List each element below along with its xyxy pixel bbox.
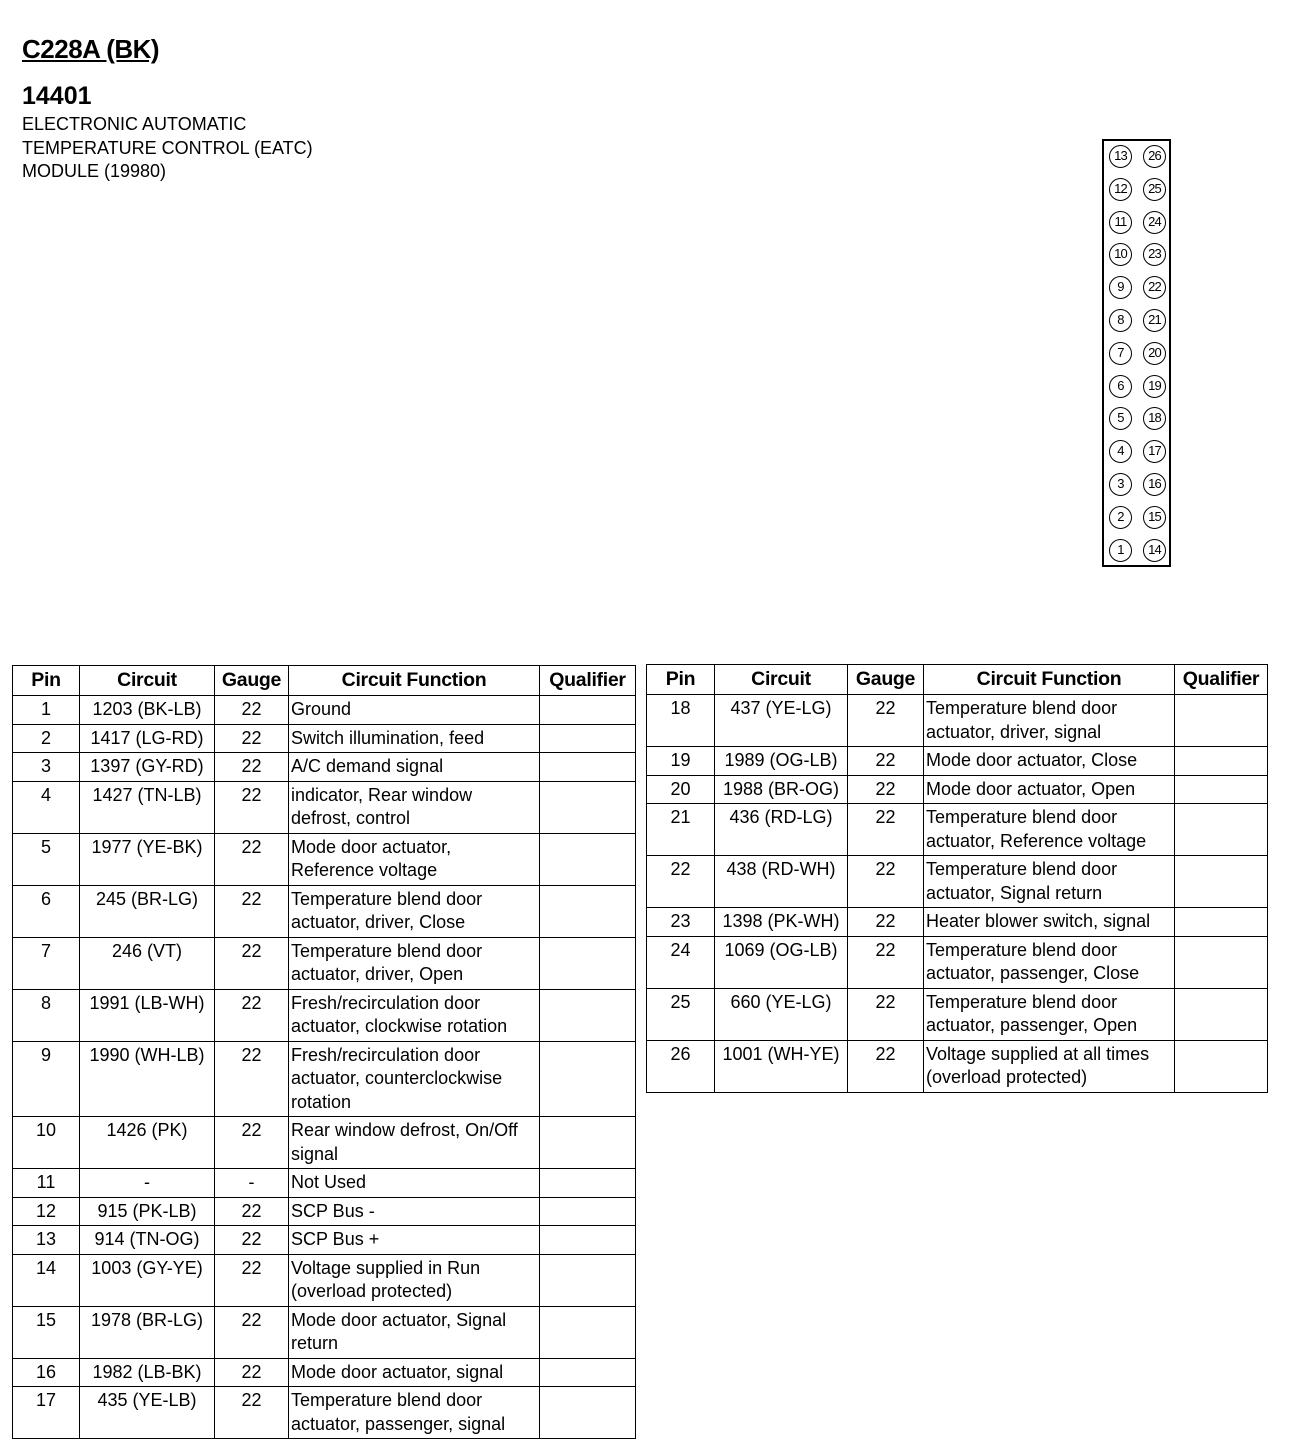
gauge-cell: 22 xyxy=(848,775,924,804)
qualifier-cell xyxy=(540,937,636,989)
function-cell: Mode door actuator, Reference voltage xyxy=(289,833,540,885)
circuit-cell: 1417 (LG-RD) xyxy=(80,724,215,753)
function-cell: Temperature blend door actuator, passenger, signal xyxy=(289,1387,540,1439)
gauge-cell: 22 xyxy=(215,781,289,833)
function-cell: Voltage supplied in Run (overload protected) xyxy=(289,1254,540,1306)
circuit-cell: 1001 (WH-YE) xyxy=(715,1040,848,1092)
pin-cell: 12 xyxy=(13,1197,80,1226)
table-row xyxy=(13,833,636,885)
gauge-cell: 22 xyxy=(848,936,924,988)
table-row xyxy=(13,937,636,989)
pin-cell: 9 xyxy=(13,1041,80,1117)
table-row xyxy=(13,1387,636,1439)
function-cell: Fresh/recirculation door actuator, counterclockwise rotation xyxy=(289,1041,540,1117)
pin-cell: 16 xyxy=(13,1358,80,1387)
pin-cell: 19 xyxy=(647,747,715,776)
function-cell: Rear window defrost, On/Off signal xyxy=(289,1117,540,1169)
qualifier-cell xyxy=(1175,747,1268,776)
qualifier-cell xyxy=(540,1387,636,1439)
pin-cavity: 4 xyxy=(1109,440,1132,463)
gauge-cell: 22 xyxy=(848,695,924,747)
gauge-cell: 22 xyxy=(215,1226,289,1255)
pin-cell: 15 xyxy=(13,1306,80,1358)
pin-cell: 8 xyxy=(13,989,80,1041)
pin-cell: 11 xyxy=(13,1169,80,1198)
table-row xyxy=(13,989,636,1041)
qualifier-cell xyxy=(540,724,636,753)
gauge-cell: 22 xyxy=(215,833,289,885)
pin-cell: 4 xyxy=(13,781,80,833)
pin-cavity: 2 xyxy=(1109,506,1132,529)
circuit-cell: 437 (YE-LG) xyxy=(715,695,848,747)
gauge-cell: 22 xyxy=(848,804,924,856)
pin-cavity: 9 xyxy=(1109,276,1132,299)
function-cell: Ground xyxy=(289,696,540,725)
circuit-cell: 1397 (GY-RD) xyxy=(80,753,215,782)
circuit-cell: - xyxy=(80,1169,215,1198)
circuit-cell: 1398 (PK-WH) xyxy=(715,908,848,937)
pinout-table-left xyxy=(12,665,636,1439)
gauge-cell: 22 xyxy=(215,753,289,782)
pin-cavity: 1 xyxy=(1109,539,1132,562)
table-row xyxy=(647,936,1268,988)
circuit-cell: 1977 (YE-BK) xyxy=(80,833,215,885)
pin-cell: 22 xyxy=(647,856,715,908)
header-circuit: Circuit xyxy=(80,666,215,696)
pin-cavity: 6 xyxy=(1109,375,1132,398)
function-cell: Temperature blend door actuator, passenger, Open xyxy=(924,988,1175,1040)
table-row xyxy=(13,696,636,725)
pin-cavity: 12 xyxy=(1109,178,1132,201)
header-pin: Pin xyxy=(647,665,715,695)
table-row xyxy=(13,724,636,753)
qualifier-cell xyxy=(540,1041,636,1117)
circuit-cell: 1991 (LB-WH) xyxy=(80,989,215,1041)
qualifier-cell xyxy=(540,1226,636,1255)
pin-cell: 20 xyxy=(647,775,715,804)
table-row xyxy=(13,1041,636,1117)
qualifier-cell xyxy=(1175,775,1268,804)
gauge-cell: 22 xyxy=(215,1197,289,1226)
gauge-cell: 22 xyxy=(848,856,924,908)
qualifier-cell xyxy=(540,753,636,782)
qualifier-cell xyxy=(540,1117,636,1169)
pin-cell: 6 xyxy=(13,885,80,937)
pin-cell: 18 xyxy=(647,695,715,747)
table-row xyxy=(13,1197,636,1226)
qualifier-cell xyxy=(1175,695,1268,747)
pin-cell: 5 xyxy=(13,833,80,885)
gauge-cell: 22 xyxy=(215,1387,289,1439)
gauge-cell: 22 xyxy=(215,989,289,1041)
table-row xyxy=(13,1358,636,1387)
pin-cavity: 13 xyxy=(1109,145,1132,168)
description-line: MODULE (19980) xyxy=(22,161,167,181)
qualifier-cell xyxy=(1175,856,1268,908)
gauge-cell: 22 xyxy=(215,1117,289,1169)
qualifier-cell xyxy=(540,1197,636,1226)
circuit-cell: 1426 (PK) xyxy=(80,1117,215,1169)
circuit-cell: 914 (TN-OG) xyxy=(80,1226,215,1255)
pin-cell: 24 xyxy=(647,936,715,988)
circuit-cell: 245 (BR-LG) xyxy=(80,885,215,937)
qualifier-cell xyxy=(540,885,636,937)
connector-face-diagram xyxy=(1102,139,1171,567)
circuit-cell: 1427 (TN-LB) xyxy=(80,781,215,833)
qualifier-cell xyxy=(1175,936,1268,988)
table-row xyxy=(13,1169,636,1198)
qualifier-cell xyxy=(540,696,636,725)
pin-cell: 10 xyxy=(13,1117,80,1169)
pinout-table-right xyxy=(646,664,1268,1093)
circuit-cell: 660 (YE-LG) xyxy=(715,988,848,1040)
qualifier-cell xyxy=(540,833,636,885)
function-cell: SCP Bus - xyxy=(289,1197,540,1226)
function-cell: Mode door actuator, Close xyxy=(924,747,1175,776)
circuit-cell: 435 (YE-LB) xyxy=(80,1387,215,1439)
header-pin: Pin xyxy=(13,666,80,696)
function-cell: SCP Bus + xyxy=(289,1226,540,1255)
qualifier-cell xyxy=(540,781,636,833)
gauge-cell: 22 xyxy=(215,724,289,753)
function-cell: Temperature blend door actuator, passenger, Close xyxy=(924,936,1175,988)
table-row xyxy=(647,908,1268,937)
circuit-cell: 915 (PK-LB) xyxy=(80,1197,215,1226)
function-cell: Temperature blend door actuator, driver, Close xyxy=(289,885,540,937)
gauge-cell: 22 xyxy=(848,747,924,776)
pin-cell: 7 xyxy=(13,937,80,989)
gauge-cell: 22 xyxy=(215,696,289,725)
gauge-cell: 22 xyxy=(215,885,289,937)
table-row xyxy=(13,781,636,833)
function-cell: Mode door actuator, Open xyxy=(924,775,1175,804)
function-cell: Temperature blend door actuator, driver, Open xyxy=(289,937,540,989)
header-circuit-function: Circuit Function xyxy=(924,665,1175,695)
part-number: 14401 xyxy=(22,82,92,110)
function-cell: Temperature blend door actuator, Signal return xyxy=(924,856,1175,908)
circuit-cell: 1069 (OG-LB) xyxy=(715,936,848,988)
qualifier-cell xyxy=(1175,988,1268,1040)
gauge-cell: 22 xyxy=(848,988,924,1040)
function-cell: Temperature blend door actuator, driver, signal xyxy=(924,695,1175,747)
pin-cell: 23 xyxy=(647,908,715,937)
function-cell: Not Used xyxy=(289,1169,540,1198)
circuit-cell: 1203 (BK-LB) xyxy=(80,696,215,725)
gauge-cell: 22 xyxy=(215,1041,289,1117)
table-row xyxy=(647,775,1268,804)
pin-cavity: 16 xyxy=(1143,473,1166,496)
header-circuit-function: Circuit Function xyxy=(289,666,540,696)
qualifier-cell xyxy=(540,1254,636,1306)
gauge-cell: - xyxy=(215,1169,289,1198)
pin-cavity: 26 xyxy=(1143,145,1166,168)
pin-cavity: 5 xyxy=(1109,407,1132,430)
qualifier-cell xyxy=(540,1358,636,1387)
qualifier-cell xyxy=(540,989,636,1041)
pin-cavity: 19 xyxy=(1143,375,1166,398)
qualifier-cell xyxy=(540,1306,636,1358)
table-header-row xyxy=(13,666,636,696)
connector-id: C228A (BK) xyxy=(22,34,160,64)
table-row xyxy=(647,804,1268,856)
gauge-cell: 22 xyxy=(215,937,289,989)
function-cell: Voltage supplied at all times (overload protected) xyxy=(924,1040,1175,1092)
circuit-cell: 1990 (WH-LB) xyxy=(80,1041,215,1117)
qualifier-cell xyxy=(1175,804,1268,856)
pin-cell: 26 xyxy=(647,1040,715,1092)
table-row xyxy=(647,856,1268,908)
pin-cavity: 22 xyxy=(1143,276,1166,299)
pin-cavity: 20 xyxy=(1143,342,1166,365)
pin-cell: 21 xyxy=(647,804,715,856)
pin-cell: 3 xyxy=(13,753,80,782)
circuit-cell: 1989 (OG-LB) xyxy=(715,747,848,776)
pin-cavity: 10 xyxy=(1109,243,1132,266)
function-cell: indicator, Rear window defrost, control xyxy=(289,781,540,833)
qualifier-cell xyxy=(540,1169,636,1198)
function-cell: Mode door actuator, Signal return xyxy=(289,1306,540,1358)
header-qualifier: Qualifier xyxy=(540,666,636,696)
pin-cavity: 14 xyxy=(1143,539,1166,562)
gauge-cell: 22 xyxy=(215,1358,289,1387)
circuit-cell: 438 (RD-WH) xyxy=(715,856,848,908)
table-row xyxy=(13,885,636,937)
gauge-cell: 22 xyxy=(215,1306,289,1358)
function-cell: Heater blower switch, signal xyxy=(924,908,1175,937)
table-row xyxy=(13,1226,636,1255)
pin-cavity: 17 xyxy=(1143,440,1166,463)
pin-cell: 2 xyxy=(13,724,80,753)
pin-cavity: 15 xyxy=(1143,506,1166,529)
component-description xyxy=(22,113,313,184)
circuit-cell: 1988 (BR-OG) xyxy=(715,775,848,804)
table-row xyxy=(647,747,1268,776)
circuit-cell: 1003 (GY-YE) xyxy=(80,1254,215,1306)
gauge-cell: 22 xyxy=(848,908,924,937)
pin-cell: 1 xyxy=(13,696,80,725)
pin-cavity: 8 xyxy=(1109,309,1132,332)
header-gauge: Gauge xyxy=(215,666,289,696)
pin-cavity: 24 xyxy=(1143,211,1166,234)
circuit-cell: 1982 (LB-BK) xyxy=(80,1358,215,1387)
pin-cavity: 7 xyxy=(1109,342,1132,365)
table-row xyxy=(647,695,1268,747)
circuit-cell: 246 (VT) xyxy=(80,937,215,989)
function-cell: Temperature blend door actuator, Reference voltage xyxy=(924,804,1175,856)
function-cell: A/C demand signal xyxy=(289,753,540,782)
pin-cavity: 25 xyxy=(1143,178,1166,201)
gauge-cell: 22 xyxy=(848,1040,924,1092)
table-row xyxy=(13,753,636,782)
circuit-cell: 436 (RD-LG) xyxy=(715,804,848,856)
table-row xyxy=(13,1117,636,1169)
table-header-row xyxy=(647,665,1268,695)
function-cell: Fresh/recirculation door actuator, clockwise rotation xyxy=(289,989,540,1041)
pin-cavity: 11 xyxy=(1109,211,1132,234)
circuit-cell: 1978 (BR-LG) xyxy=(80,1306,215,1358)
pin-cell: 25 xyxy=(647,988,715,1040)
qualifier-cell xyxy=(1175,908,1268,937)
header-qualifier: Qualifier xyxy=(1175,665,1268,695)
pin-cell: 13 xyxy=(13,1226,80,1255)
function-cell: Mode door actuator, signal xyxy=(289,1358,540,1387)
description-line: TEMPERATURE CONTROL (EATC) xyxy=(22,137,313,158)
pin-cavity: 3 xyxy=(1109,473,1132,496)
table-row xyxy=(13,1306,636,1358)
pin-cavity: 21 xyxy=(1143,309,1166,332)
table-row xyxy=(647,988,1268,1040)
pin-cavity: 23 xyxy=(1143,243,1166,266)
table-row xyxy=(13,1254,636,1306)
pin-cavity: 18 xyxy=(1143,407,1166,430)
pin-cell: 17 xyxy=(13,1387,80,1439)
header-gauge: Gauge xyxy=(848,665,924,695)
pin-cell: 14 xyxy=(13,1254,80,1306)
table-row xyxy=(647,1040,1268,1092)
gauge-cell: 22 xyxy=(215,1254,289,1306)
description-line: ELECTRONIC AUTOMATIC xyxy=(22,114,247,134)
header-circuit: Circuit xyxy=(715,665,848,695)
qualifier-cell xyxy=(1175,1040,1268,1092)
function-cell: Switch illumination, feed xyxy=(289,724,540,753)
